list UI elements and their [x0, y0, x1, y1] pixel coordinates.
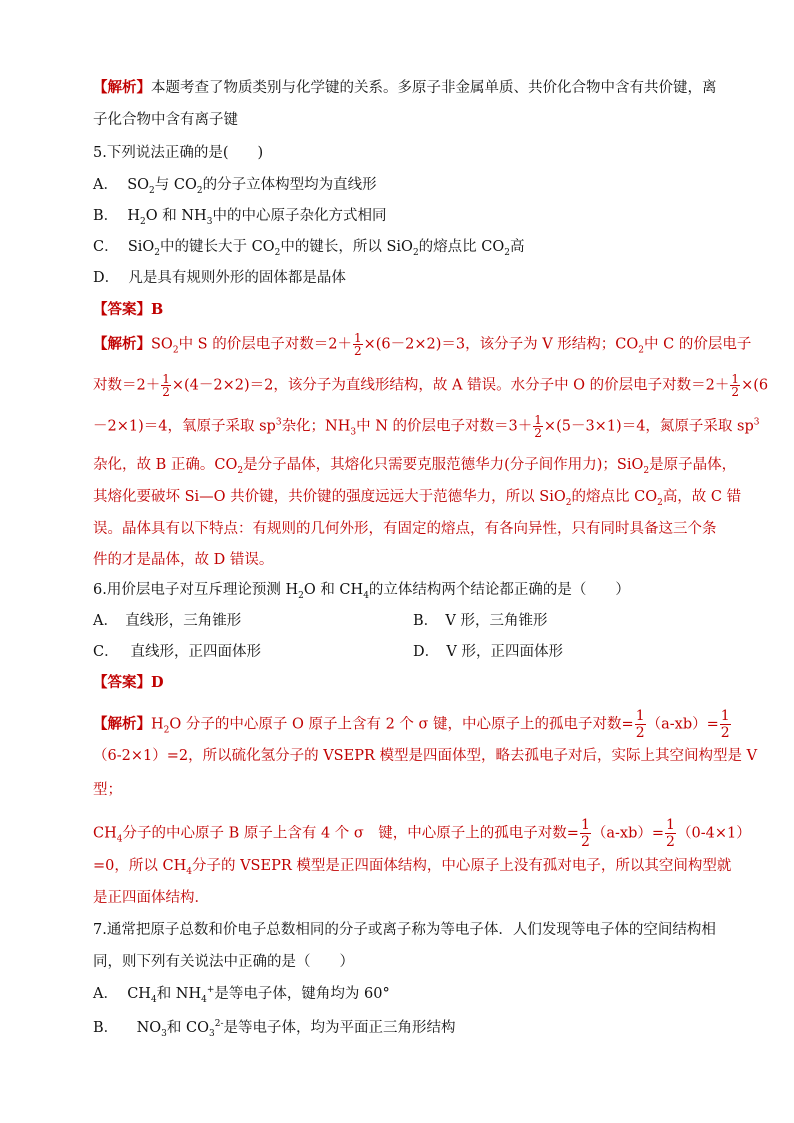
analysis-tag: 【解析】	[93, 79, 151, 96]
q5-option-d: D． 凡是具有规则外形的固体都是晶体	[93, 270, 346, 286]
q6-option-d: D． V 形，正四面体形	[413, 644, 563, 660]
q7-option-b: B． $NO_3$和 $CO_3^{2-}$是等电子体，均为平面正三角形结构	[93, 1019, 456, 1039]
q6-analysis-line3: 型；	[93, 782, 122, 798]
q6-stem: 6.用价层电子对互斥理论预测 $H_2O$ 和 $CH_4$的立体结构两个结论都正确的是（ ）	[93, 582, 630, 601]
fraction-half: $\frac{1}{2}$	[534, 413, 542, 440]
q6-options-row1	[93, 611, 548, 631]
q6-option-c: C． 直线形，正四面体形	[93, 644, 261, 660]
q5-analysis-line2: 对数＝2＋ $\frac{1}{2}$ ×(4－2×2)＝2，该分子为直线形结构，故 A 错误。水分子中 O 的价层电子对数＝2＋ $\frac{1}{2}$ ×(6	[93, 372, 769, 399]
q5-stem: 5.下列说法正确的是( )	[93, 145, 264, 161]
q6-options-row2	[93, 642, 563, 662]
q5-option-b: B． $H_2O$ 和 $NH_3$中的中心原子杂化方式相同	[93, 208, 387, 227]
q6-analysis-line2: （6-2×1）=2，所以硫化氢分子的 VSEPR 模型是四面体型，略去孤电子对后，实际上其空间构型是 V	[93, 748, 758, 764]
q5-option-a: A． $SO_2$与 $CO_2$的分子立体构型均为直线形	[93, 177, 377, 196]
q6-option-b: B． V 形，三角锥形	[413, 613, 548, 629]
fraction-half: $\frac{1}{2}$	[731, 372, 740, 399]
q6-analysis-line6: 是正四面体结构．	[93, 890, 209, 906]
q6-analysis-line1: 【解析】$H_2O$ 分子的中心原子 O 原子上含有 2 个 σ 键，中心原子上的孤电子对数= $\frac{1}{2}$ （a-xb）= $\frac{1}{2}$	[93, 708, 730, 741]
q6-answer: 【答案】D	[93, 674, 164, 691]
q4-analysis-line1: 【解析】本题考查了物质类别与化学键的关系。多原子非金属单质、共价化合物中含有共价键，离	[93, 79, 717, 96]
q7-option-a: A． $CH_4$和 $NH_4^+$是等电子体，键角均为 60°	[93, 985, 390, 1005]
q5-analysis-line3: －2×1)＝4，氧原子采取 $sp^3$杂化；$NH_3$中 N 的价层电子对数＝3＋ $\frac{1}{2}$ ×(5－3×1)＝4，氮原子采取 $sp^3$	[93, 413, 760, 440]
q6-analysis-line4: $CH_4$分子的中心原子 B 原子上含有 4 个 σ 键，中心原子上的孤电子对数= $\frac{1}{2}$ （a-xb）= $\frac{1}{2}$ （0-4×1）	[93, 817, 751, 850]
q5-analysis-line1: 【解析】$SO_2$中 S 的价层电子对数＝2＋ $\frac{1}{2}$ ×(6－2×2)＝3，该分子为 V 形结构；$CO_2$中 C 的价层电子	[93, 331, 752, 358]
q7-stem-line2: 同，则下列有关说法中正确的是（ ）	[93, 954, 354, 970]
q5-analysis-line7: 件的才是晶体，故 D 错误。	[93, 552, 274, 568]
fraction-half: $\frac{1}{2}$	[580, 817, 590, 850]
fraction-half: $\frac{1}{2}$	[666, 817, 675, 850]
fraction-half: $\frac{1}{2}$	[353, 331, 362, 358]
q6-analysis-line5: =0，所以 $CH_4$分子的 VSEPR 模型是正四面体结构，中心原子上没有孤对电子，所以其空间构型就	[93, 858, 732, 877]
fraction-half: $\frac{1}{2}$	[162, 372, 170, 399]
fraction-half: $\frac{1}{2}$	[635, 708, 645, 741]
q4-analysis-line2: 子化合物中含有离子键	[93, 112, 238, 128]
q5-analysis-line5: 其熔化要破坏 Si—O 共价键，共价键的强度远远大于范德华力，所以 SiO$_2$的熔点比 $CO_2$高，故 C 错	[93, 489, 742, 508]
fraction-half: $\frac{1}{2}$	[720, 708, 730, 741]
q7-stem-line1: 7.通常把原子总数和价电子总数相同的分子或离子称为等电子体．人们发现等电子体的空间结构相	[93, 922, 716, 938]
q5-option-c: C． SiO$_2$中的键长大于 $CO_2$中的键长，所以 SiO$_2$的熔点比 $CO_2$高	[93, 239, 525, 258]
q5-analysis-line6: 误。晶体具有以下特点：有规则的几何外形，有固定的熔点，有各向异性，只有同时具备这三个条	[93, 521, 717, 537]
q5-answer: 【答案】B	[93, 301, 164, 318]
q6-option-a: A． 直线形，三角锥形	[93, 613, 242, 629]
q5-analysis-line4: 杂化，故 B 正确。$CO_2$是分子晶体，其熔化只需要克服范德华力(分子间作用力)；SiO$_2$是原子晶体，	[93, 457, 737, 476]
